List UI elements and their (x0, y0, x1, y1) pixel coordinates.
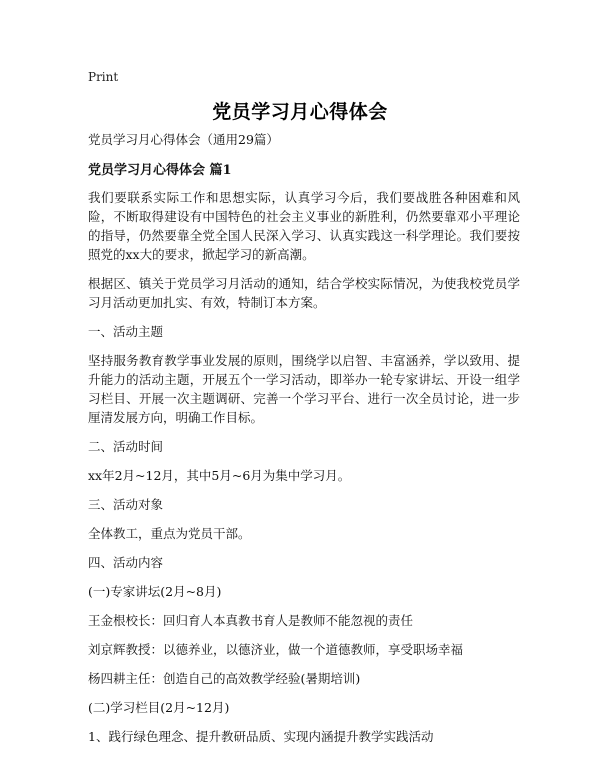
paragraph-time: xx年2月~12月，其中5月~6月为集中学习月。 (88, 468, 351, 483)
paragraph-theme: 坚持服务教育教学事业发展的原则，围绕学以启智、丰富涵养，学以致用、提升能力的活动主题，开展五个一学习活动，即举办一轮专家讲坛、开设一组学习栏目、开展一次主题调研、完善一个学习平台、进行一次全员讨论，进一步厘清发展方向，明确工作目标。 (88, 353, 520, 425)
heading-activity-theme: 一、活动主题 (88, 324, 164, 339)
heading-activity-content: 四、活动内容 (88, 555, 164, 570)
print-label[interactable]: Print (88, 70, 119, 84)
paragraph-plan: 根据区、镇关于党员学习月活动的通知，结合学校实际情况，为使我校党员学习月活动更加扎实、有效，特制订本方案。 (88, 276, 520, 310)
heading-activity-target: 三、活动对象 (88, 497, 164, 512)
document-content (88, 130, 520, 756)
heading-activity-time: 二、活动时间 (88, 439, 164, 454)
list-item-speaker-2: 刘京辉教授：以德养业，以德济业，做一个道德教师，享受职场幸福 (88, 642, 464, 657)
section-heading: 党员学习月心得体会 篇1 (88, 163, 232, 178)
document-subtitle: 党员学习月心得体会（通用29篇） (88, 132, 279, 147)
list-item-speaker-1: 王金根校长：回归育人本真教书育人是教师不能忽视的责任 (88, 613, 414, 628)
list-item-speaker-3: 杨四耕主任：创造自己的高效教学经验(暑期培训) (88, 671, 361, 686)
document-title: 党员学习月心得体会 (212, 101, 388, 123)
list-item-column-1: 1、践行绿色理念、提升教研品质、实现内涵提升教学实践活动 (88, 729, 434, 744)
paragraph-intro: 我们要联系实际工作和思想实际，认真学习今后，我们要战胜各种困难和风险，不断取得建设有中国特色的社会主义事业的新胜利，仍然要靠邓小平理论的指导，仍然要靠全党全国人民深入学习、认真实践这一科学理论。我们要按照党的xx大的要求，掀起学习的新高潮。 (88, 190, 520, 262)
subheading-study-column: (二)学习栏目(2月~12月) (88, 700, 230, 715)
paragraph-target: 全体教工，重点为党员干部。 (88, 526, 251, 541)
subheading-expert-forum: (一)专家讲坛(2月~8月) (88, 584, 222, 599)
